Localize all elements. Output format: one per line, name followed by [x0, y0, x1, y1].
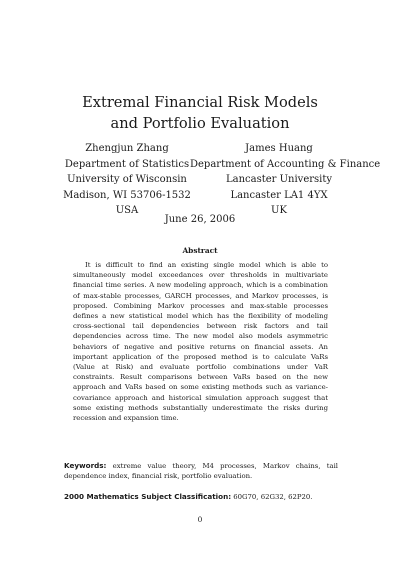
- keywords-label: Keywords:: [64, 461, 107, 470]
- msc-label: 2000 Mathematics Subject Classification:: [64, 492, 232, 501]
- author-country: UK: [271, 205, 287, 217]
- author-block-huang: [190, 141, 381, 219]
- author-institution: Lancaster University: [225, 174, 333, 186]
- author-department: Department of Accounting & Finance: [190, 158, 381, 170]
- author-name: James Huang: [245, 143, 313, 154]
- keywords: [64, 461, 338, 482]
- author-city: Madison, WI 53706-1532: [63, 189, 191, 201]
- author-city: Lancaster LA1 4YX: [230, 189, 328, 201]
- author-country: USA: [115, 205, 139, 217]
- page-number: 0: [197, 515, 203, 524]
- author-block-zhang: [52, 141, 202, 219]
- keywords-text: extreme value theory, M4 processes, Markov chains, tail dependence index, financial risk, portfolio evaluation.: [64, 462, 338, 481]
- subject-classification: [64, 492, 338, 502]
- title-line-1: Extremal Financial Risk Models: [82, 94, 318, 111]
- abstract-text: It is difficult to find an existing single model which is able to simultaneously model exceedances over thresholds in multivariate financial time series. A new modeling approach, which is a combination of max-stable processes, GARCH processes, and Markov processes, is proposed. Combining Markov processes and max-stable processes defines a new statistical model which has the flexibility of modeling cross-sectional tail dependencies between risk factors and tail dependencies across time. The new model also models asymmetric behaviors of negative and positive returns on financial assets. An important application of the proposed method is to calculate VaRs (Value at Risk) and evaluate portfolio combinations under VaR constraints. Result comparisons between VaRs based on the new approach and VaRs based on some existing methods such as variance-covariance approach and historical simulation approach suggest that some existing methods substantially underestimate the risks during recession and expansion time.: [73, 261, 328, 423]
- author-institution: University of Wisconsin: [67, 174, 187, 186]
- author-name: Zhengjun Zhang: [85, 143, 169, 154]
- abstract-heading: Abstract: [182, 246, 218, 255]
- title-line-2: and Portfolio Evaluation: [110, 115, 290, 132]
- author-department: Department of Statistics: [64, 158, 190, 170]
- msc-text: 60G70, 62G32, 62P20.: [231, 493, 313, 501]
- paper-date: June 26, 2006: [164, 214, 236, 225]
- paper-title: [0, 92, 400, 134]
